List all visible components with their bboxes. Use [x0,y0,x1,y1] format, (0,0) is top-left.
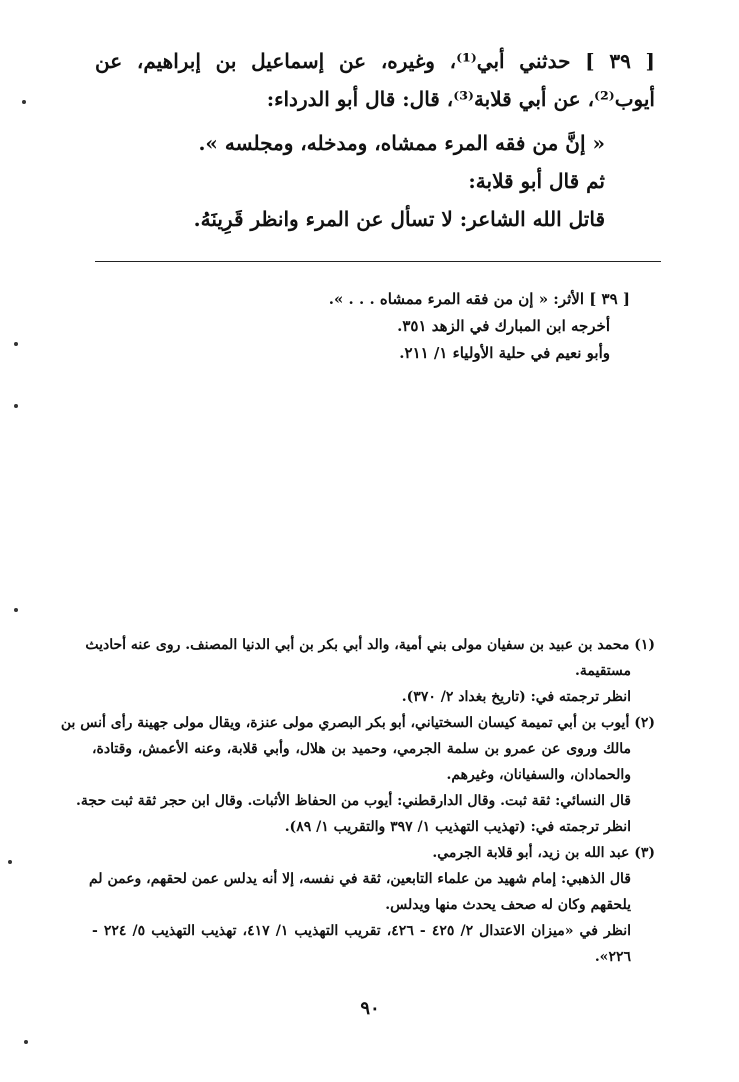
footnote-line: انظر ترجمته في: (تهذيب التهذيب ١/ ٣٩٧ والتقريب ١/ ٨٩). [284,819,631,835]
takhrij-line: وأبو نعيم في حلية الأولياء ١/ ٢١١. [399,344,610,362]
footnote-line: (٣) عبد الله بن زيد، أبو قلابة الجرمي. [432,845,655,861]
main-text-line: [ ٣٩ ] حدثني أبي⁽¹⁾، وغيره، عن إسماعيل بن إبراهيم، عن [95,49,655,73]
scan-speck [14,342,18,346]
takhrij-line: [ ٣٩ ] الأثر: « إن من فقه المرء ممشاه . . . ». [328,290,630,308]
footnote-line: ٢٢٦». [594,949,631,965]
scan-speck [8,860,12,864]
footnote-line: انظر في «ميزان الاعتدال ٢/ ٤٢٥ - ٤٢٦، تقريب التهذيب ١/ ٤١٧، تهذيب التهذيب ٥/ ٢٢٤ - [92,923,631,939]
footnote-line: (٢) أيوب بن أبي تميمة كيسان السختياني، أبو بكر البصري مولى عنزة، ويقال مولى جهينة رأى أنس بن [60,715,655,731]
takhrij-line: أخرجه ابن المبارك في الزهد ٣٥١. [397,317,610,335]
footnote-line: (١) محمد بن عبيد بن سفيان مولى بني أمية، والد أبي بكر بن أبي الدنيا المصنف. روى عنه أحاديث [85,637,655,653]
scan-speck [14,404,18,408]
footnote-line: انظر ترجمته في: (تاريخ بغداد ٢/ ٣٧٠). [401,689,631,705]
quoted-saying: « إنَّ من فقه المرء ممشاه، ومدخله، ومجلسه ». [198,131,605,155]
scan-speck [14,608,18,612]
section-divider [95,261,661,262]
scan-speck [24,1040,28,1044]
takhrij-block [200,286,630,367]
main-text-line: ثم قال أبو قلابة: [468,169,605,193]
page-number: ٩٠ [360,998,380,1019]
scan-speck [22,100,26,104]
footnote-line: قال الذهبي: إمام شهيد من علماء التابعين، ثقة في نفسه، إلا أنه يدلس عمن لحقهم، وعمن لم [88,871,631,887]
footnote-line: مستقيمة. [575,663,631,679]
footnotes-block [60,632,655,970]
footnote-line: قال النسائي: ثقة ثبت. وقال الدارقطني: أيوب من الحفاظ الأثبات. وقال ابن حجر ثقة ثبت حجة. [76,793,631,809]
footnote-line: والحمادان، والسفيانان، وغيرهم. [446,767,631,783]
footnote-line: مالك وروى عن عمرو بن سلمة الجرمي، وحميد بن هلال، وأبي قلابة، وعنه الأعمش، وقتادة، [92,741,631,757]
poem-verse: قاتل الله الشاعر: لا تسأل عن المرء وانظر قَرِينَهُ. [193,207,605,231]
footnote-line: يلحقهم وكان له صحف يحدث منها ويدلس. [385,897,631,913]
main-text-line: أيوب⁽²⁾، عن أبي قلابة⁽³⁾، قال: قال أبو الدرداء: [266,87,655,111]
main-text-block [95,42,655,238]
